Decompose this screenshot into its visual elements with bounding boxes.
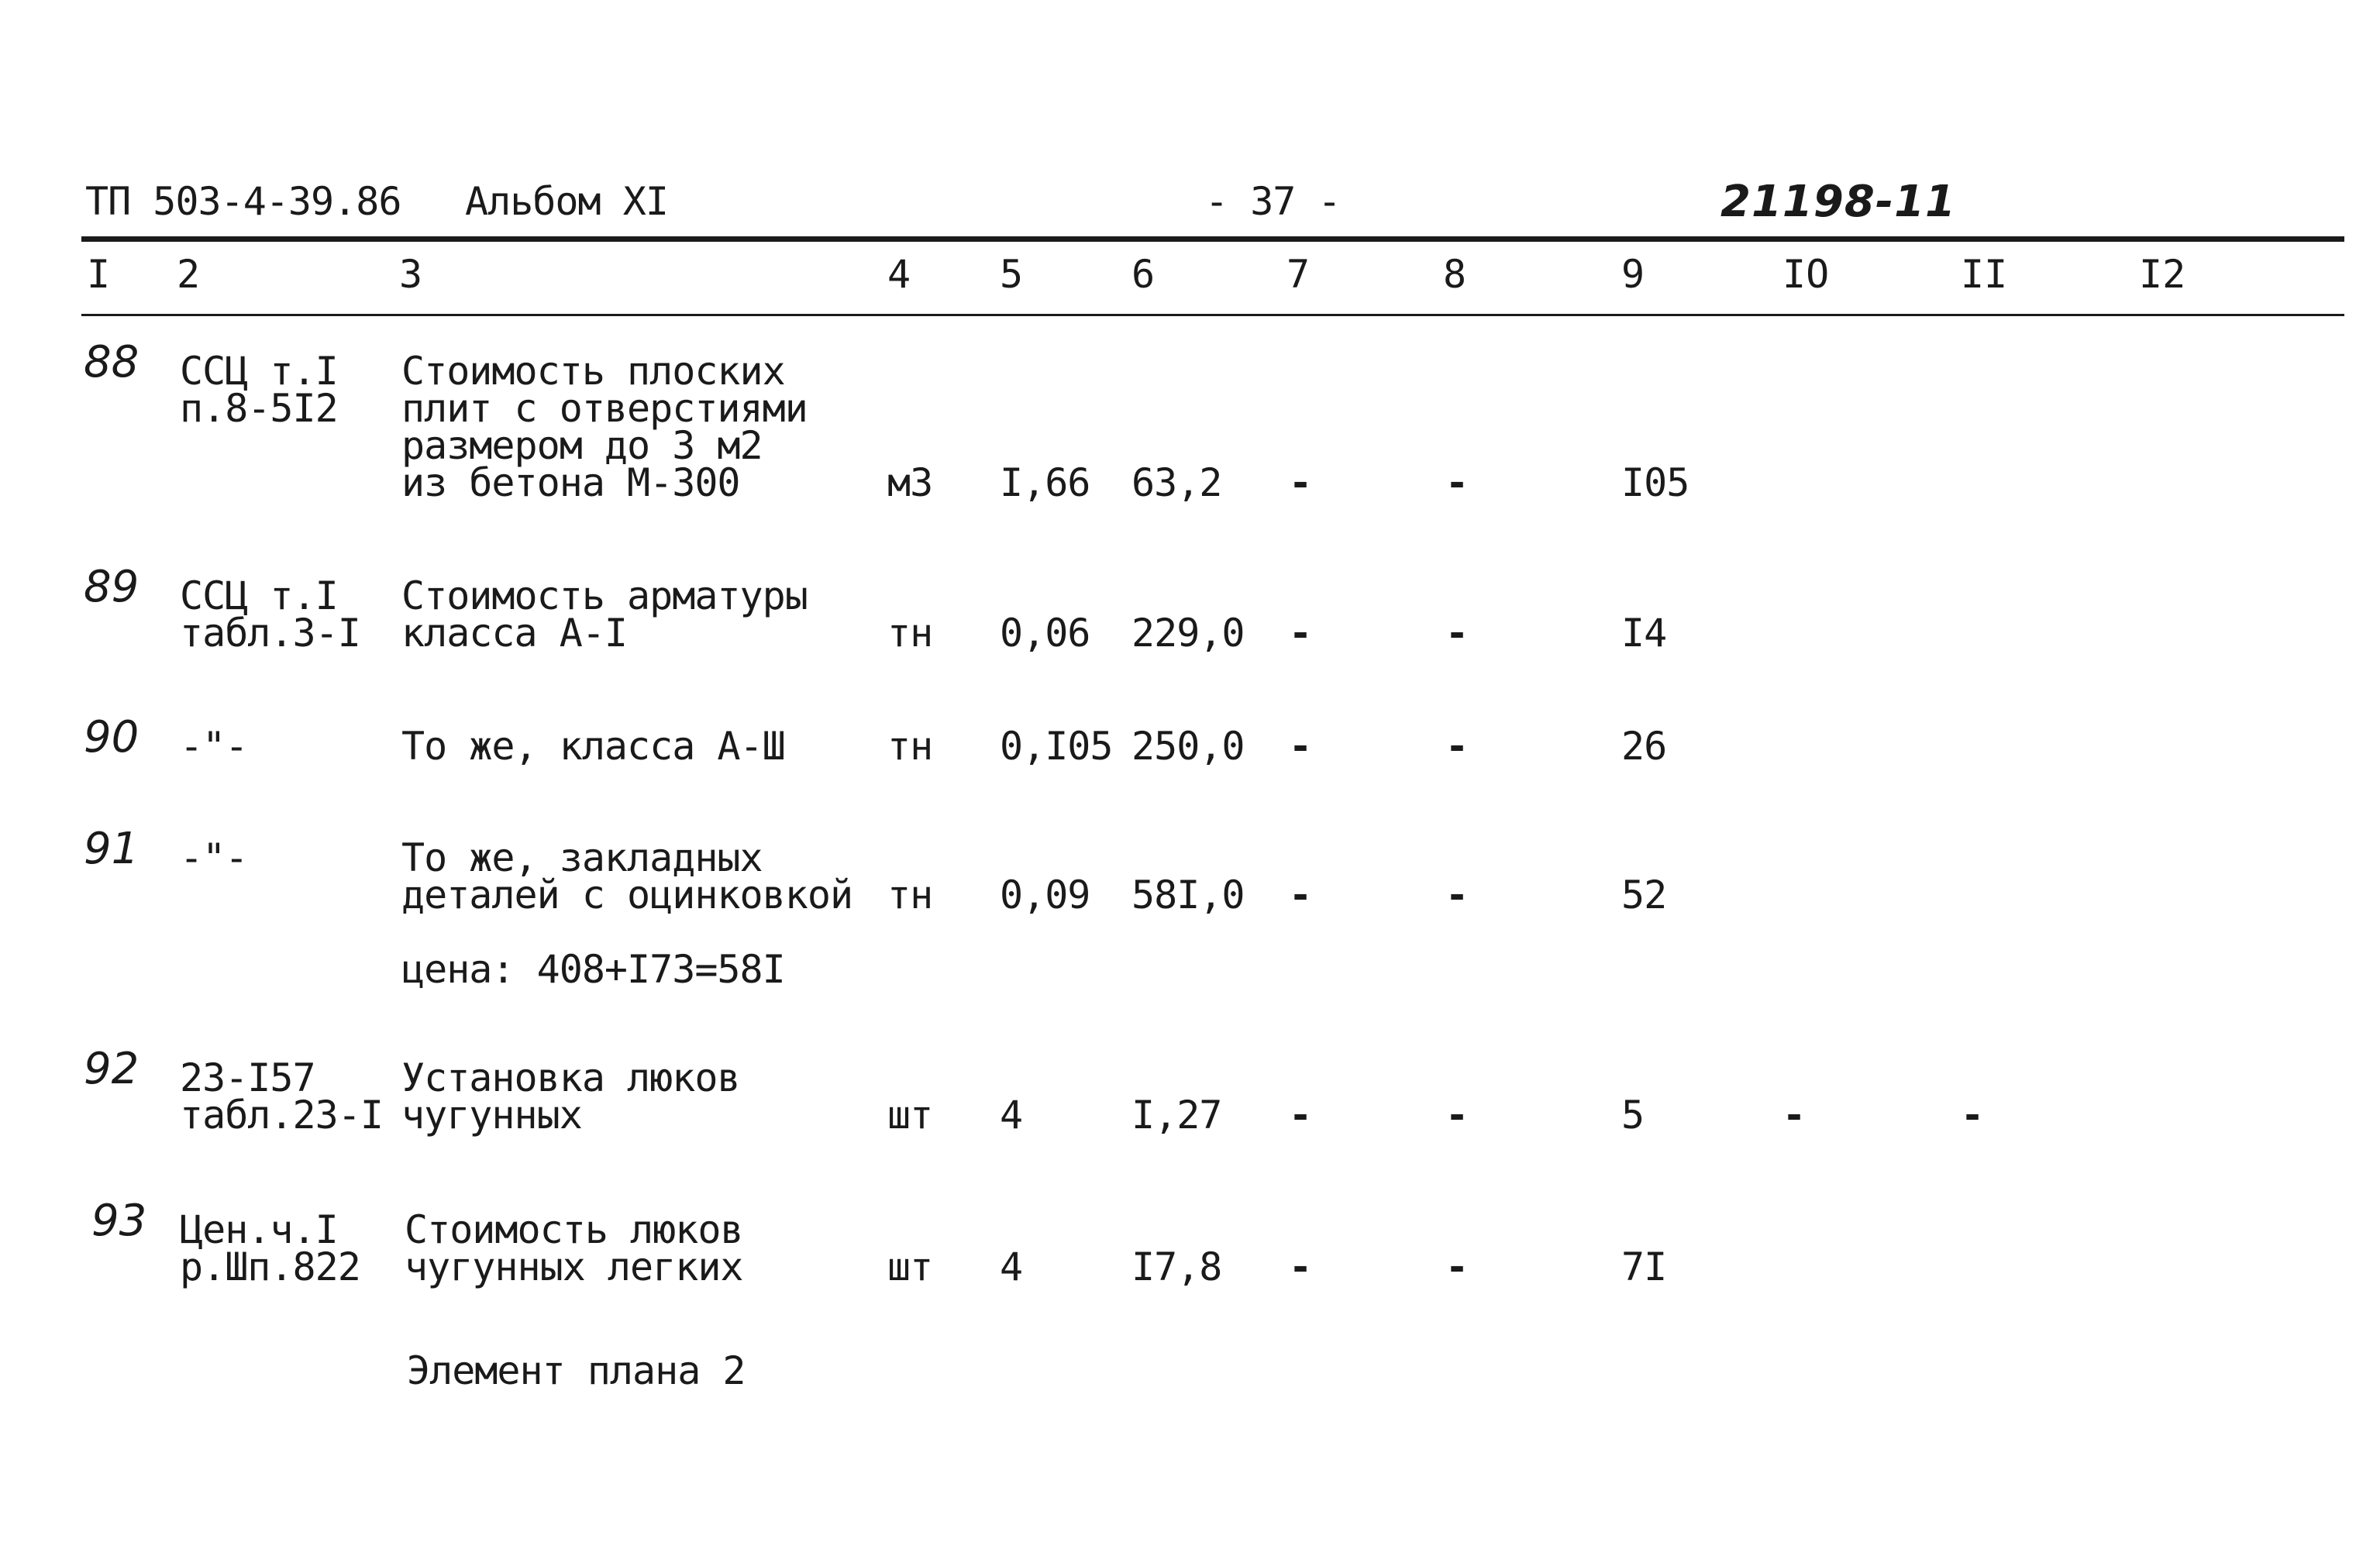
- row-basis-line: -"-: [180, 724, 248, 769]
- row-name-line: То же, класса А-Ш: [401, 724, 785, 769]
- row-number: 93: [91, 1196, 147, 1246]
- row-unit-price: I7,8: [1131, 1244, 1222, 1289]
- column-number-1: I: [87, 252, 111, 297]
- column-number-7: 7: [1286, 252, 1311, 297]
- row-col8: -: [1445, 1093, 1469, 1138]
- row-number: 89: [84, 562, 139, 612]
- row-quantity: 4: [1000, 1093, 1023, 1138]
- row-basis-line: ССЦ т.I: [180, 349, 338, 394]
- column-number-2: 2: [177, 252, 201, 297]
- row-unit-price: 229,0: [1131, 611, 1245, 656]
- row-basis-line: табл.3-I: [180, 611, 360, 656]
- row-basis-line: п.8-5I2: [180, 386, 338, 431]
- row-col8: -: [1445, 873, 1469, 917]
- column-number-12: I2: [2139, 252, 2186, 297]
- column-number-9: 9: [1621, 252, 1645, 297]
- row-name-line: деталей с оцинковкой: [401, 873, 853, 917]
- row-basis-line: Цен.ч.I: [180, 1207, 338, 1252]
- row-col7: -: [1289, 1093, 1312, 1138]
- row-basis-line: 23-I57: [180, 1055, 315, 1100]
- row-basis-line: ССЦ т.I: [180, 573, 338, 618]
- row-col9: 7I: [1621, 1244, 1667, 1289]
- row-name-line: из бетона М-300: [401, 460, 740, 505]
- row-unit-price: I,27: [1131, 1093, 1222, 1138]
- column-number-4: 4: [887, 252, 911, 297]
- plan-element-note: Элемент плана 2: [407, 1348, 746, 1393]
- row-basis-line: табл.23-I: [180, 1093, 383, 1138]
- row-unit: тн: [887, 724, 933, 769]
- column-number-11: II: [1961, 252, 2008, 297]
- row-col9: I4: [1621, 611, 1667, 656]
- row-quantity: 0,06: [1000, 611, 1090, 656]
- row-unit: м3: [887, 460, 933, 505]
- header-rule-top: [81, 236, 2344, 242]
- row-name-line: чугунных: [401, 1093, 582, 1138]
- row-name-line: Установка люков: [401, 1055, 740, 1100]
- archive-number: 21198-11: [1720, 177, 1956, 227]
- row-col7: -: [1289, 611, 1312, 656]
- row-col7: -: [1289, 724, 1312, 769]
- row-col7: -: [1289, 1244, 1312, 1289]
- row-col8: -: [1445, 724, 1469, 769]
- row-col8: -: [1445, 611, 1469, 656]
- row-unit: шт: [887, 1093, 933, 1138]
- row-number: 91: [84, 824, 139, 874]
- row-col8: -: [1445, 460, 1469, 505]
- row-number: 92: [84, 1044, 139, 1094]
- row-quantity: 0,I05: [1000, 724, 1113, 769]
- row-number: 88: [84, 337, 139, 387]
- row-col7: -: [1289, 460, 1312, 505]
- row-name-line: класса А-I: [401, 611, 628, 656]
- row-unit-price: 250,0: [1131, 724, 1245, 769]
- row-quantity: I,66: [1000, 460, 1090, 505]
- document-code: ТП 503-4-39.86: [85, 179, 401, 224]
- row-quantity: 0,09: [1000, 873, 1090, 917]
- page-number: - 37 -: [1205, 179, 1341, 224]
- row-col9: 5: [1621, 1093, 1645, 1138]
- row-name-line: Стоимость арматуры: [401, 573, 808, 618]
- row-basis-line: р.Шп.822: [180, 1244, 360, 1289]
- row-col7: -: [1289, 873, 1312, 917]
- column-number-10: IO: [1782, 252, 1830, 297]
- row-col9: 26: [1621, 724, 1667, 769]
- row-name-line: плит с отверстиями: [401, 386, 808, 431]
- row-unit-price: 63,2: [1131, 460, 1222, 505]
- row-number: 90: [84, 712, 139, 763]
- column-number-8: 8: [1443, 252, 1467, 297]
- row-name-line: размером до 3 м2: [401, 423, 763, 468]
- row-unit-price: 58I,0: [1131, 873, 1245, 917]
- column-number-3: 3: [399, 252, 423, 297]
- row-unit: тн: [887, 873, 933, 917]
- row-quantity: 4: [1000, 1244, 1023, 1289]
- row-col10: -: [1782, 1093, 1806, 1138]
- row-name-line: Стоимость плоских: [401, 349, 785, 394]
- row-name-line: Стоимость люков: [405, 1207, 743, 1252]
- row-unit: шт: [887, 1244, 933, 1289]
- row-col9: I05: [1621, 460, 1689, 505]
- row-col9: 52: [1621, 873, 1667, 917]
- row-unit: тн: [887, 611, 933, 656]
- header-rule-bottom: [81, 314, 2344, 316]
- column-number-5: 5: [1000, 252, 1024, 297]
- row-price-note: цена: 408+I73=58I: [401, 947, 785, 992]
- row-col8: -: [1445, 1244, 1469, 1289]
- row-col11: -: [1961, 1093, 1984, 1138]
- row-name-line: То же, закладных: [401, 835, 763, 880]
- row-basis-line: -"-: [180, 835, 248, 880]
- column-number-6: 6: [1131, 252, 1156, 297]
- row-name-line: чугунных легких: [405, 1244, 743, 1289]
- album-label: Альбом XI: [465, 179, 668, 224]
